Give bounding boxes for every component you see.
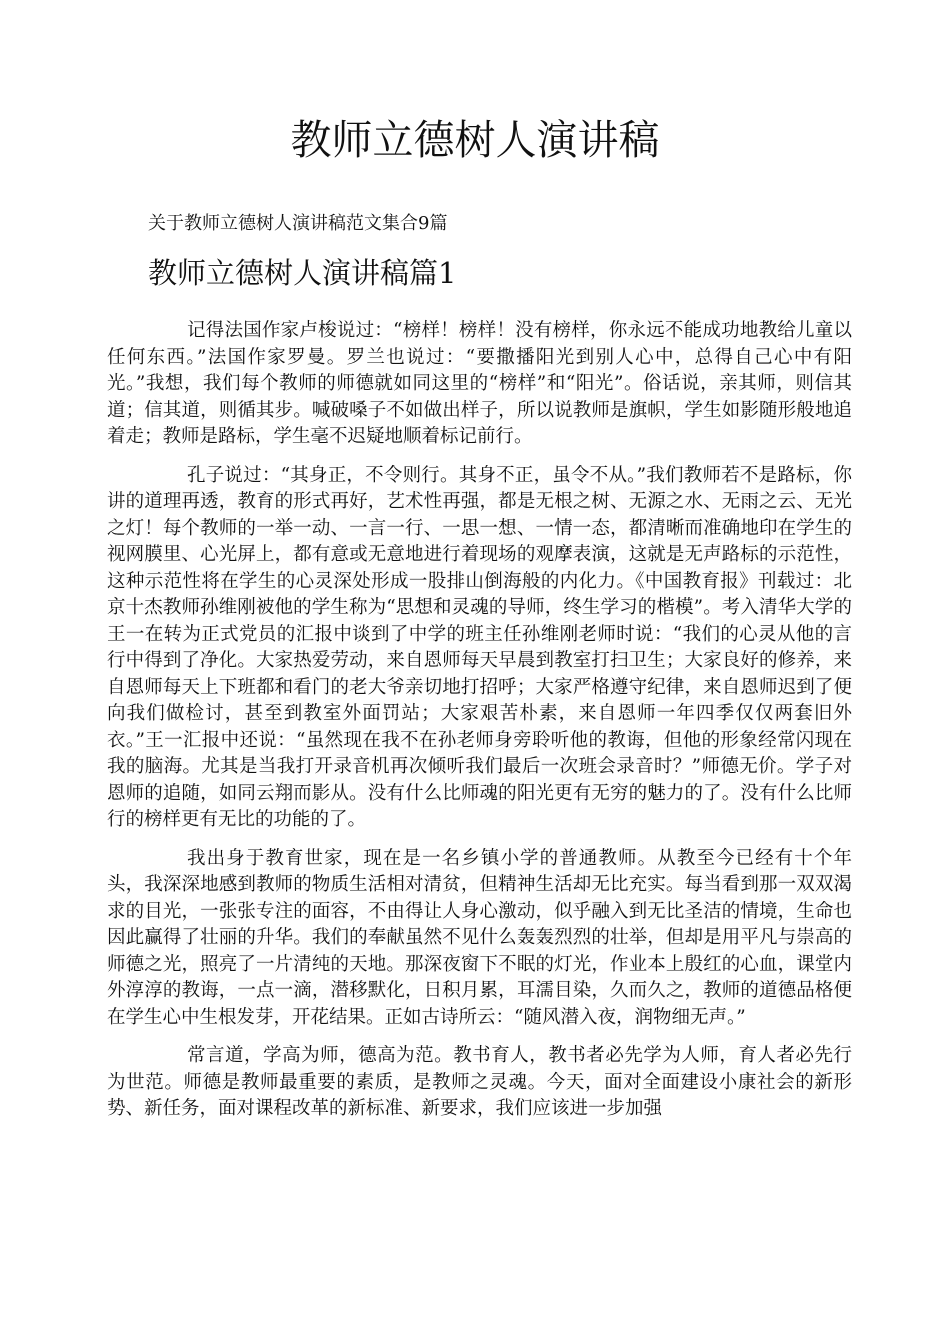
paragraph-2: 孔子说过：“其身正，不令则行。其身不正，虽令不从。”我们教师若不是路标，你讲的道理再透，教育的形式再好，艺术性再强，都是无根之树、无源之水、无雨之云、无光之灯！每个教师的一举一动、一言一行、一思一想、一情一态，都清晰而准确地印在学生的视网膜里、心光屏上，都有意或无意地进行着现场的观摩表演，这就是无声路标的示范性，这种示范性将在学生的心灵深处形成一股排山倒海般的内化力。《中国教育报》刊载过：北京十杰教师孙维刚被他的学生称为“思想和灵魂的导师，终生学习的楷模”。考入清华大学的王一在转为正式党员的汇报中谈到了中学的班主任孙维刚老师时说：“我们的心灵从他的言行中得到了净化。大家热爱劳动，来自恩师每天早晨到教室打扫卫生；大家良好的修养，来自恩师每天上下班都和看门的老大爷亲切地打招呼；大家严格遵守纪律，来自恩师迟到了便向我们做检讨，甚至到教室外面罚站；大家艰苦朴素，来自恩师一年四季仅仅两套旧外衣。”王一汇报中还说：“虽然现在我不在孙老师身旁聆听他的教诲，但他的形象经常闪现在我的脑海。尤其是当我打开录音机再次倾听我们最后一次班会录音时？”师德无价。学子对恩师的追随，如同云翔而影从。没有什么比师魂的阳光更有无穷的魅力的了。没有什么比师行的榜样更有无比的功能的了。 [107, 464, 852, 830]
paragraph-4: 常言道，学高为师，德高为范。教书育人，教书者必先学为人师，育人者必先行为世范。师德是教师最重要的素质，是教师之灵魂。今天，面对全面建设小康社会的新形势、新任务，面对课程改革的新标准、新要求，我们应该进一步加强 [107, 1045, 852, 1119]
section-heading: 教师立德树人演讲稿篇1 [148, 256, 457, 290]
paragraph-3: 我出身于教育世家，现在是一名乡镇小学的普通教师。从教至今已经有十个年头，我深深地感到教师的物质生活相对清贫，但精神生活却无比充实。每当看到那一双双渴求的目光，一张张专注的面容，不由得让人身心激动，似乎融入到无比圣洁的情境，生命也因此赢得了壮丽的升华。我们的奉献虽然不见什么轰轰烈烈的壮举，但却是用平凡与崇高的师德之光，照亮了一片清纯的天地。那深夜窗下不眠的灯光，作业本上殷红的心血，课堂内外淳淳的教诲，一点一滴，潜移默化，日积月累，耳濡目染，久而久之，教师的道德品格便在学生心中生根发芽，开花结果。正如古诗所云：“随风潜入夜，润物细无声。” [107, 847, 852, 1028]
paragraph-1: 记得法国作家卢梭说过：“榜样！榜样！没有榜样，你永远不能成功地教给儿童以任何东西。”法国作家罗曼。罗兰也说过：“要撒播阳光到别人心中，总得自己心中有阳光。”我想，我们每个教师的师德就如同这里的“榜样”和“阳光”。俗话说，亲其师，则信其道；信其道，则循其步。喊破嗓子不如做出样子，所以说教师是旗帜，学生如影随形般地追着走；教师是路标，学生毫不迟疑地顺着标记前行。 [107, 320, 852, 447]
document-subtitle: 关于教师立德树人演讲稿范文集合9篇 [148, 213, 448, 234]
document-title: 教师立德树人演讲稿 [290, 116, 660, 164]
body-text [107, 318, 852, 1135]
